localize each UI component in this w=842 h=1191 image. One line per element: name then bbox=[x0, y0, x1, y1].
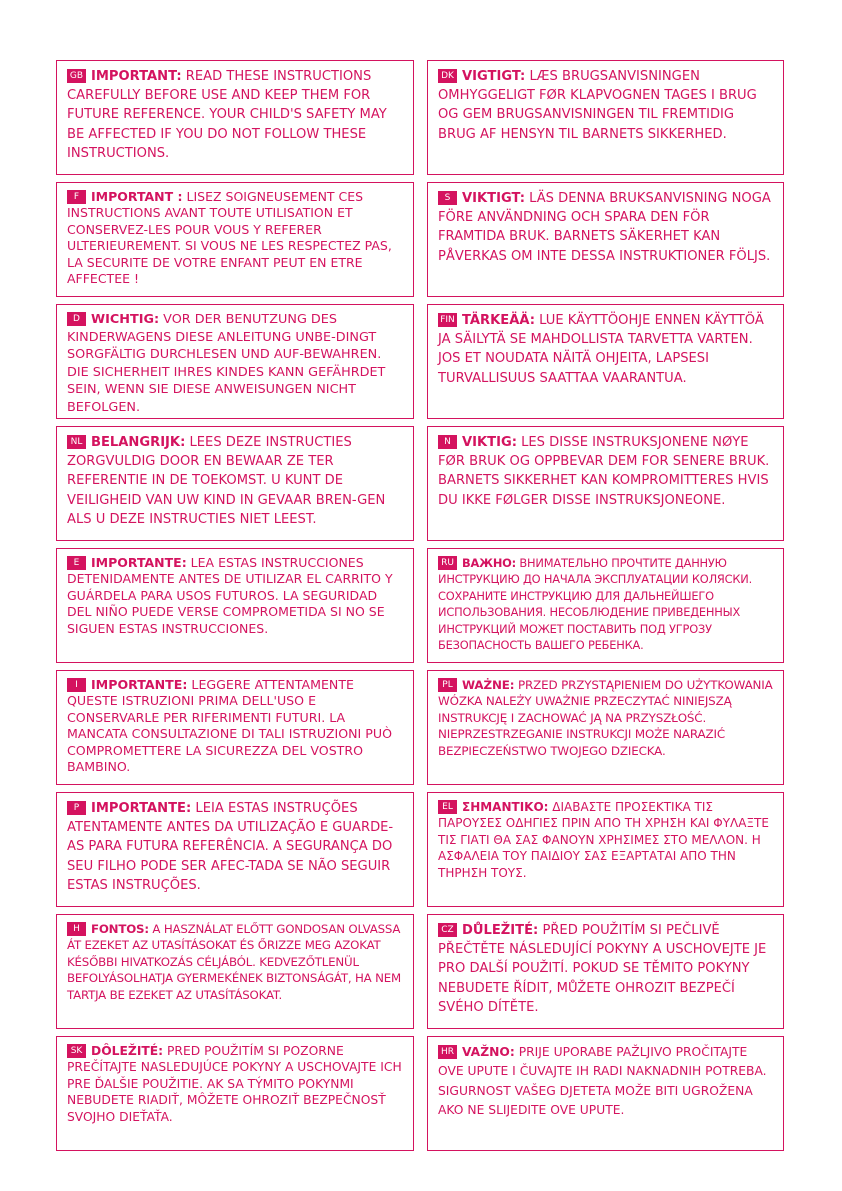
warning-keyword: IMPORTANT : bbox=[91, 189, 183, 204]
warning-keyword: TÄRKEÄÄ: bbox=[462, 313, 535, 328]
warning-keyword: IMPORTANT: bbox=[91, 69, 182, 84]
warning-body: LES DISSE INSTRUKSJONENE NØYE FØR BRUK OG OPPBEVAR DEM FOR SENERE BRUK. BARNETS SIKKERHET KAN KOMPROMITTERES HVIS DU IKKE FØLGER DISSE INSTRUKSJONEONE. bbox=[438, 435, 770, 508]
warning-body: A HASZNÁLAT ELŐTT GONDOSAN OLVASSA ÁT EZEKET AZ UTASÍTÁSOKAT ÉS ŐRIZZE MEG AZOKAT KÉSŐBBI HIVATKOZÁS CÉLJÁBÓL. KEDVEZŐTLENÜL BEFOLYÁSOLHATJA GYERMEKÉNEK BIZTONSÁGÁT, HA NEM TARTJA BE EZEKET AZ UTASÍTÁSOKAT. bbox=[67, 922, 401, 1002]
warning-body: PRED POUŽITÍM SI POZORNE PREČÍTAJTE NASLEDUJÚCE POKYNY A USCHOVAJTE ICH PRE ĎALŠIE POUŽITIE. AK SA TÝMITO POKYNMI NEBUDETE RIADIŤ, MÔŽETE OHROZIŤ BEZPEČNOSŤ SVOJHO DIEŤAŤA. bbox=[67, 1044, 402, 1124]
language-code-badge: E bbox=[67, 556, 86, 570]
warning-body: LÄS DENNA BRUKSANVISNING NOGA FÖRE ANVÄNDNING OCH SPARA DEN FÖR FRAMTIDA BRUK. BARNETS SÄKERHET KAN PÅVERKAS OM INTE DESSA INSTRUKTIONER FÖLJS. bbox=[438, 191, 771, 264]
warning-text bbox=[67, 67, 405, 163]
warning-body: ΔΙΑΒΑΣΤΕ ΠΡΟΣΕΚΤΙΚΑ ΤΙΣ ΠΑΡΟΥΣΕΣ ΟΔΗΓΙΕΣ ΠΡΙΝ ΑΠΟ ΤΗ ΧΡΗΣΗ ΚΑΙ ΦΥΛΑΞΤΕ ΤΙΣ ΓΙΑΤΙ ΘΑ ΣΑΣ ΦΑΝΟΥΝ ΧΡΗΣΙΜΕΣ ΣΤΟ ΜΕΛΛΟΝ. Η ΑΣΦΑΛΕΙΑ ΤΟΥ ΠΑΙΔΙΟΥ ΣΑΣ ΕΞΑΡΤΑΤΑΙ ΑΠΟ ΤΗΝ ΤΗΡΗΣΗ ΤΟΥΣ. bbox=[438, 800, 769, 880]
warning-body: PRIJE UPORABE PAŽLJIVO PROČITAJTE OVE UPUTE I ČUVAJTE IH RADI NAKNADNIH POTREBA. SIGURNOST VAŠEG DJETETA MOŽE BITI UGROŽENA AKO NE SLIJEDITE OVE UPUTE. bbox=[438, 1045, 767, 1118]
warning-body: ВНИМАТЕЛЬНО ПРОЧТИТЕ ДАННУЮ ИНСТРУКЦИЮ ДО НАЧАЛА ЭКСПЛУАТАЦИИ КОЛЯСКИ. СОХРАНИТЕ ИНСТРУКЦИЮ ДЛЯ ДАЛЬНЕЙШЕГО ИСПОЛЬЗОВАНИЯ. НЕСОБЛЮДЕНИЕ ПРИВЕДЕННЫХ ИНСТРУКЦИЙ МОЖЕТ ПОСТАВИТЬ ПОД УГРОЗУ БЕЗОПАСНОСТЬ ВАШЕГО РЕБЕНКА. bbox=[438, 556, 753, 653]
warning-keyword: IMPORTANTE: bbox=[91, 555, 187, 570]
warning-keyword: BELANGRIJK: bbox=[91, 435, 186, 450]
warning-box-i bbox=[56, 670, 414, 785]
warning-text bbox=[438, 67, 775, 144]
warning-text bbox=[67, 311, 405, 417]
warning-body: LUE KÄYTTÖOHJE ENNEN KÄYTTÖÄ JA SÄILYTÄ SE MAHDOLLISTA TARVETTA VARTEN. JOS ET NOUDATA NÄITÄ OHJEITA, LAPSESI TURVALLISUUS SAATTAA VAARANTUA. bbox=[438, 313, 764, 386]
warning-box-el bbox=[427, 792, 784, 907]
warning-text bbox=[438, 433, 775, 510]
warning-text bbox=[67, 677, 405, 775]
warning-box-n bbox=[427, 426, 784, 541]
instructions-page bbox=[56, 60, 784, 1151]
warning-box-hr bbox=[427, 1036, 784, 1151]
warning-box-d bbox=[56, 304, 414, 419]
language-code-badge: DK bbox=[438, 69, 457, 83]
warning-box-e bbox=[56, 548, 414, 663]
warning-keyword: FONTOS: bbox=[91, 922, 149, 936]
warning-body: LEA ESTAS INSTRUCCIONES DETENIDAMENTE ANTES DE UTILIZAR EL CARRITO Y GUÁRDELA PARA USOS FUTUROS. LA SEGURIDAD DEL NIÑO PUEDE VERSE COMPROMETIDA SI NO SE SIGUEN ESTAS INSTRUCCIONES. bbox=[67, 555, 393, 636]
warning-box-fin bbox=[427, 304, 784, 419]
warning-keyword: IMPORTANTE: bbox=[91, 801, 192, 816]
warning-keyword: VAŽNO: bbox=[462, 1045, 515, 1059]
warning-text bbox=[438, 311, 775, 388]
warning-box-sk bbox=[56, 1036, 414, 1151]
warning-body: LEIA ESTAS INSTRUÇÕES ATENTAMENTE ANTES DA UTILIZAÇÃO E GUARDE-AS PARA FUTURA REFERÊNCIA. A SEGURANÇA DO SEU FILHO PODE SER AFEC-TADA SE NÃO SEGUIR ESTAS INSTRUÇÕES. bbox=[67, 801, 394, 893]
warning-box-p bbox=[56, 792, 414, 907]
language-code-badge: N bbox=[438, 435, 457, 449]
language-code-badge: H bbox=[67, 922, 86, 936]
language-code-badge: F bbox=[67, 190, 86, 204]
warning-body: VOR DER BENUTZUNG DES KINDERWAGENS DIESE ANLEITUNG UNBE-DINGT SORGFÄLTIG DURCHLESEN UND AUF-BEWAHREN. DIE SICHERHEIT IHRES KINDES KANN GEFÄHRDET SEIN, WENN SIE DIESE ANWEISUNGEN NICHT BEFOLGEN. bbox=[67, 312, 386, 415]
warning-keyword: ΣΗΜΑΝΤΙΚΟ: bbox=[462, 800, 549, 814]
warning-text bbox=[67, 1043, 405, 1125]
warning-box-f bbox=[56, 182, 414, 297]
warning-body: PŘED POUŽITÍM SI PEČLIVĚ PŘEČTĚTE NÁSLEDUJÍCÍ POKYNY A USCHOVEJTE JE PRO DALŠÍ POUŽITÍ. POKUD SE TĚMITO POKYNY NEBUDETE ŘÍDIT, MŮŽETE OHROZIT BEZPEČÍ SVÉHO DÍTĚTE. bbox=[438, 923, 767, 1015]
warning-body: LISEZ SOIGNEUSEMENT CES INSTRUCTIONS AVANT TOUTE UTILISATION ET CONSERVEZ-LES POUR VOUS Y REFERER ULTERIEUREMENT. SI VOUS NE LES RESPECTEZ PAS, LA SECURITE DE VOTRE ENFANT PEUT EN ETRE AFFECTEE ! bbox=[67, 189, 392, 287]
language-code-badge: FIN bbox=[438, 313, 457, 327]
warning-box-h bbox=[56, 914, 414, 1029]
warning-box-cz bbox=[427, 914, 784, 1029]
warning-text bbox=[438, 189, 775, 266]
warning-text bbox=[67, 921, 405, 1003]
warning-keyword: ВАЖНО: bbox=[462, 556, 517, 570]
warning-body: PRZED PRZYSTĄPIENIEM DO UŻYTKOWANIA WÓZKA NALEŻY UWAŻNIE PRZECZYTAĆ NINIEJSZĄ INSTRUKCJĘ I ZACHOWAĆ JĄ NA PRZYSZŁOŚĆ. NIEPRZESTRZEGANIE INSTRUKCJI MOŻE NARAZIĆ BEZPIECZEŃSTWO TWOJEGO DZIECKA. bbox=[438, 678, 773, 758]
language-code-badge: EL bbox=[438, 800, 457, 814]
warning-keyword: DŮLEŽITÉ: bbox=[462, 923, 539, 938]
warning-text bbox=[438, 555, 775, 653]
warning-text bbox=[438, 1043, 775, 1121]
warning-keyword: VIKTIGT: bbox=[462, 191, 525, 206]
warning-keyword: DÔLEŽITÉ: bbox=[91, 1044, 164, 1058]
language-code-badge: P bbox=[67, 801, 86, 815]
warning-box-nl bbox=[56, 426, 414, 541]
warning-keyword: IMPORTANTE: bbox=[91, 677, 188, 692]
warning-keyword: VIKTIG: bbox=[462, 435, 517, 450]
language-code-badge: PL bbox=[438, 678, 457, 692]
warning-box-gb bbox=[56, 60, 414, 175]
warning-box-s bbox=[427, 182, 784, 297]
language-code-badge: HR bbox=[438, 1045, 457, 1059]
warning-box-pl bbox=[427, 670, 784, 785]
warning-body: READ THESE INSTRUCTIONS CAREFULLY BEFORE USE AND KEEP THEM FOR FUTURE REFERENCE. YOUR CHILD'S SAFETY MAY BE AFFECTED IF YOU DO NOT FOLLOW THESE INSTRUCTIONS. bbox=[67, 69, 387, 161]
language-code-badge: GB bbox=[67, 69, 86, 83]
warning-text bbox=[67, 799, 405, 895]
language-code-badge: S bbox=[438, 191, 457, 205]
language-code-badge: NL bbox=[67, 435, 86, 449]
warning-keyword: WICHTIG: bbox=[91, 312, 160, 327]
language-code-badge: SK bbox=[67, 1044, 86, 1058]
warning-text bbox=[438, 921, 775, 1017]
language-code-badge: I bbox=[67, 678, 86, 692]
warning-text bbox=[438, 677, 775, 759]
warning-body: LÆS BRUGSANVISNINGEN OMHYGGELIGT FØR KLAPVOGNEN TAGES I BRUG OG GEM BRUGSANVISNINGEN TIL FREMTIDIG BRUG AF HENSYN TIL BARNETS SIKKERHED. bbox=[438, 69, 757, 142]
warning-text bbox=[438, 799, 775, 881]
language-code-badge: D bbox=[67, 312, 86, 326]
warning-keyword: VIGTIGT: bbox=[462, 69, 526, 84]
warning-text bbox=[67, 433, 405, 529]
warning-box-ru bbox=[427, 548, 784, 663]
warning-text bbox=[67, 189, 405, 287]
language-code-badge: RU bbox=[438, 556, 457, 570]
warning-keyword: WAŻNE: bbox=[462, 678, 515, 692]
warning-text bbox=[67, 555, 405, 637]
warning-body: LEGGERE ATTENTAMENTE QUESTE ISTRUZIONI PRIMA DELL'USO E CONSERVARLE PER RIFERIMENTI FUTURI. LA MANCATA CONSULTAZIONE DI TALI ISTRUZIONI PUÒ COMPROMETTERE LA SICUREZZA DEL VOSTRO BAMBINO. bbox=[67, 677, 392, 775]
warning-grid bbox=[56, 60, 784, 1151]
language-code-badge: CZ bbox=[438, 923, 457, 937]
warning-body: LEES DEZE INSTRUCTIES ZORGVULDIG DOOR EN BEWAAR ZE TER REFERENTIE IN DE TOEKOMST. U KUNT DE VEILIGHEID VAN UW KIND IN GEVAAR BREN-GEN ALS U DEZE INSTRUCTIES NIET LEEST. bbox=[67, 435, 386, 527]
warning-box-dk bbox=[427, 60, 784, 175]
